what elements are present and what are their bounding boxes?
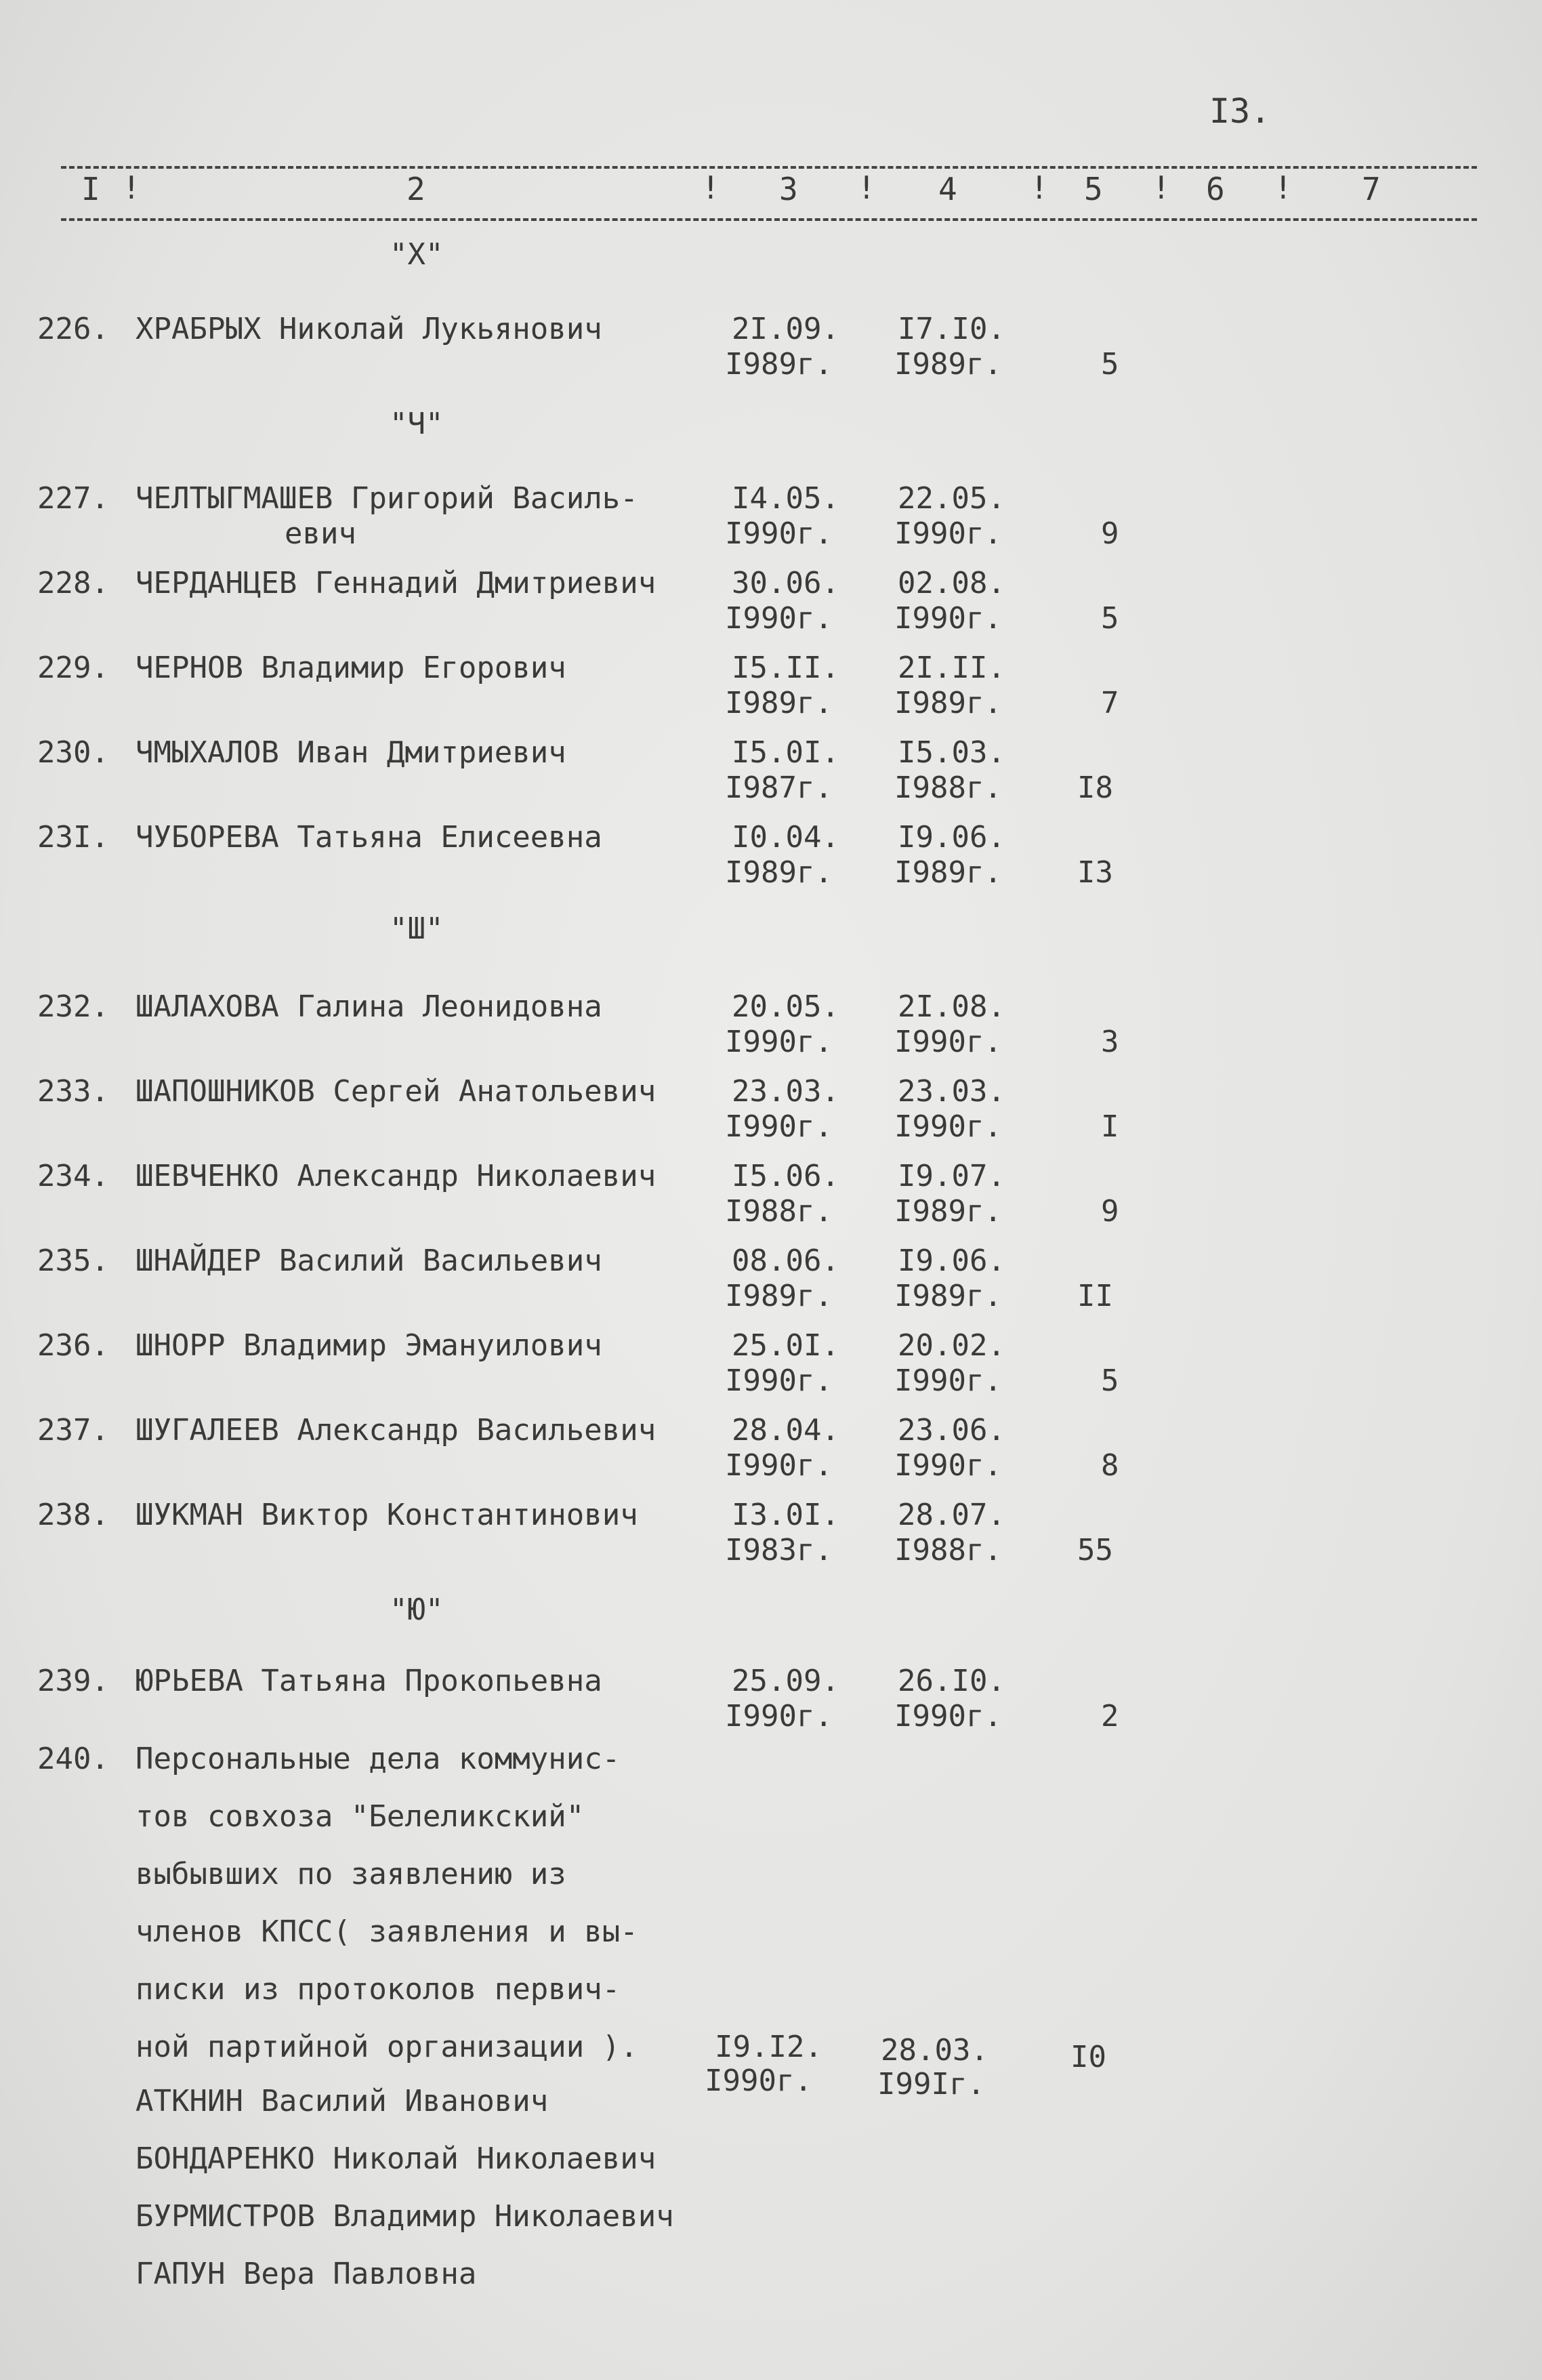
end-year: I988г. [894, 771, 1002, 805]
entry-number: 228. [37, 566, 109, 600]
entry-line: членов КПСС( заявления и вы- [136, 1914, 638, 1949]
header-rule-top [61, 166, 1477, 169]
entry-line: Персональные дела коммунис- [136, 1742, 621, 1776]
end-date: 28.07. [898, 1498, 1005, 1532]
entry-name: ЧЕРДАНЦЕВ Геннадий Дмитриевич [136, 566, 657, 600]
entry-number: 236. [37, 1328, 109, 1363]
entry-number: 235. [37, 1244, 109, 1278]
start-date: I5.0I. [732, 735, 839, 770]
column-header-1: I [81, 171, 100, 207]
end-date: 02.08. [898, 566, 1005, 600]
start-year: I990г. [725, 601, 833, 636]
entry-name: ХРАБРЫХ Николай Лукьянович [136, 312, 602, 346]
start-year: I987г. [725, 771, 833, 805]
entry-number: 226. [37, 312, 109, 346]
entry-number: 240. [37, 1742, 109, 1776]
end-date: 2I.08. [898, 989, 1005, 1024]
end-year: I990г. [894, 1109, 1002, 1144]
entry-name: ШАПОШНИКОВ Сергей Анатольевич [136, 1074, 657, 1109]
section-letter: "Ш" [390, 911, 444, 946]
end-date: I7.I0. [898, 312, 1005, 346]
entry-number: 239. [37, 1664, 109, 1698]
start-date: 25.09. [732, 1664, 839, 1698]
entry-number: 237. [37, 1413, 109, 1448]
start-date: 25.0I. [732, 1328, 839, 1363]
entry-number: 230. [37, 735, 109, 770]
page-number: I3. [1209, 91, 1271, 131]
entry-name: ШНОРР Владимир Эмануилович [136, 1328, 602, 1363]
column-header-6: 6 [1206, 171, 1225, 207]
start-year: I989г. [725, 686, 833, 720]
end-date: 20.02. [898, 1328, 1005, 1363]
entry-number: 233. [37, 1074, 109, 1109]
start-date: I5.06. [732, 1159, 839, 1193]
sheet-count: 5 [1101, 601, 1119, 636]
sheet-count: 9 [1101, 516, 1119, 551]
entry-name: ШАЛАХОВА Галина Леонидовна [136, 989, 602, 1024]
end-year: I990г. [894, 516, 1002, 551]
start-date: I0.04. [732, 820, 839, 855]
entry-number: 23I. [37, 820, 109, 855]
start-year: I990г. [725, 1025, 833, 1059]
column-header-3: 3 [779, 171, 798, 207]
start-date: 2I.09. [732, 312, 839, 346]
end-year: I988г. [894, 1533, 1002, 1567]
start-date: I9.I2. [715, 2030, 822, 2064]
column-separator: ! [122, 169, 141, 206]
end-date: I9.06. [898, 820, 1005, 855]
sheet-count: 9 [1101, 1194, 1119, 1229]
entry-name: ЧУБОРЕВА Татьяна Елисеевна [136, 820, 602, 855]
end-year: I989г. [894, 855, 1002, 890]
start-date: 08.06. [732, 1244, 839, 1278]
entry-name-continuation: евич [285, 516, 356, 551]
sheet-count: 55 [1077, 1533, 1113, 1567]
entry-name: ШУКМАН Виктор Константинович [136, 1498, 638, 1532]
end-date: I9.06. [898, 1244, 1005, 1278]
end-year: I989г. [894, 1279, 1002, 1313]
sheet-count: I8 [1077, 771, 1113, 805]
column-header-2: 2 [407, 171, 425, 207]
sheet-count: 8 [1101, 1448, 1119, 1483]
end-year: I989г. [894, 1194, 1002, 1229]
start-year: I990г. [725, 516, 833, 551]
entry-number: 232. [37, 989, 109, 1024]
start-year: I990г. [725, 1448, 833, 1483]
start-date: I4.05. [732, 481, 839, 516]
end-year: I989г. [894, 686, 1002, 720]
end-date: 2I.II. [898, 651, 1005, 685]
entry-line: тов совхоза "Белеликский" [136, 1799, 585, 1834]
end-date: 22.05. [898, 481, 1005, 516]
end-year: I990г. [894, 601, 1002, 636]
column-separator: ! [701, 169, 720, 206]
start-date: 20.05. [732, 989, 839, 1024]
column-separator: ! [1274, 169, 1293, 206]
start-date: 23.03. [732, 1074, 839, 1109]
section-letter: "Ю" [390, 1593, 444, 1627]
start-date: I5.II. [732, 651, 839, 685]
sheet-count: 5 [1101, 1363, 1119, 1398]
sheet-count: I3 [1077, 855, 1113, 890]
sheet-count: I [1101, 1109, 1119, 1144]
entry-number: 229. [37, 651, 109, 685]
entry-line: писки из протоколов первич- [136, 1972, 621, 2007]
start-date: 30.06. [732, 566, 839, 600]
end-year: I990г. [894, 1363, 1002, 1398]
start-year: I990г. [725, 1699, 833, 1733]
person-name: АТКНИН Василий Иванович [136, 2084, 549, 2118]
start-year: I989г. [725, 347, 833, 382]
entry-number: 238. [37, 1498, 109, 1532]
section-letter: "Х" [390, 237, 444, 272]
person-name: ГАПУН Вера Павловна [136, 2257, 477, 2291]
end-year: I990г. [894, 1448, 1002, 1483]
start-year: I989г. [725, 855, 833, 890]
start-date: I3.0I. [732, 1498, 839, 1532]
start-year: I990г. [725, 1363, 833, 1398]
entry-name: ЧМЫХАЛОВ Иван Дмитриевич [136, 735, 566, 770]
entry-name: ЧЕРНОВ Владимир Егорович [136, 651, 566, 685]
sheet-count: II [1077, 1279, 1113, 1313]
column-header-7: 7 [1362, 171, 1381, 207]
start-date: 28.04. [732, 1413, 839, 1448]
sheet-count: 3 [1101, 1025, 1119, 1059]
sheet-count: 2 [1101, 1699, 1119, 1733]
end-year: I989г. [894, 347, 1002, 382]
end-date: I5.03. [898, 735, 1005, 770]
person-name: БОНДАРЕНКО Николай Николаевич [136, 2141, 657, 2176]
entry-line: выбывших по заявлению из [136, 1857, 566, 1891]
entry-name: ШУГАЛЕЕВ Александр Васильевич [136, 1413, 657, 1448]
start-year: I989г. [725, 1279, 833, 1313]
end-date: 26.I0. [898, 1664, 1005, 1698]
entry-name: ЮРЬЕВА Татьяна Прокопьевна [136, 1664, 602, 1698]
start-year: I990г. [725, 1109, 833, 1144]
sheet-count: I0 [1070, 2040, 1106, 2074]
entry-line: ной партийной организации ). [136, 2030, 638, 2064]
start-year: I990г. [705, 2064, 812, 2098]
end-date: 23.06. [898, 1413, 1005, 1448]
person-name: БУРМИСТРОВ Владимир Николаевич [136, 2199, 674, 2234]
entry-name: ЧЕЛТЫГМАШЕВ Григорий Василь- [136, 481, 638, 516]
column-separator: ! [1030, 169, 1049, 206]
start-year: I983г. [725, 1533, 833, 1567]
sheet-count: 5 [1101, 347, 1119, 382]
end-year: I990г. [894, 1699, 1002, 1733]
column-header-5: 5 [1084, 171, 1103, 207]
section-letter: "Ч" [390, 407, 444, 441]
entry-number: 234. [37, 1159, 109, 1193]
start-year: I988г. [725, 1194, 833, 1229]
column-separator: ! [857, 169, 876, 206]
entry-name: ШНАЙДЕР Василий Васильевич [136, 1244, 602, 1278]
end-date: 23.03. [898, 1074, 1005, 1109]
end-year: I990г. [894, 1025, 1002, 1059]
end-date: I9.07. [898, 1159, 1005, 1193]
end-year: I99Iг. [877, 2067, 985, 2101]
column-header-4: 4 [938, 171, 957, 207]
end-date: 28.03. [881, 2033, 988, 2068]
entry-number: 227. [37, 481, 109, 516]
column-separator: ! [1152, 169, 1171, 206]
entry-name: ШЕВЧЕНКО Александр Николаевич [136, 1159, 657, 1193]
header-rule-bottom [61, 218, 1477, 221]
sheet-count: 7 [1101, 686, 1119, 720]
